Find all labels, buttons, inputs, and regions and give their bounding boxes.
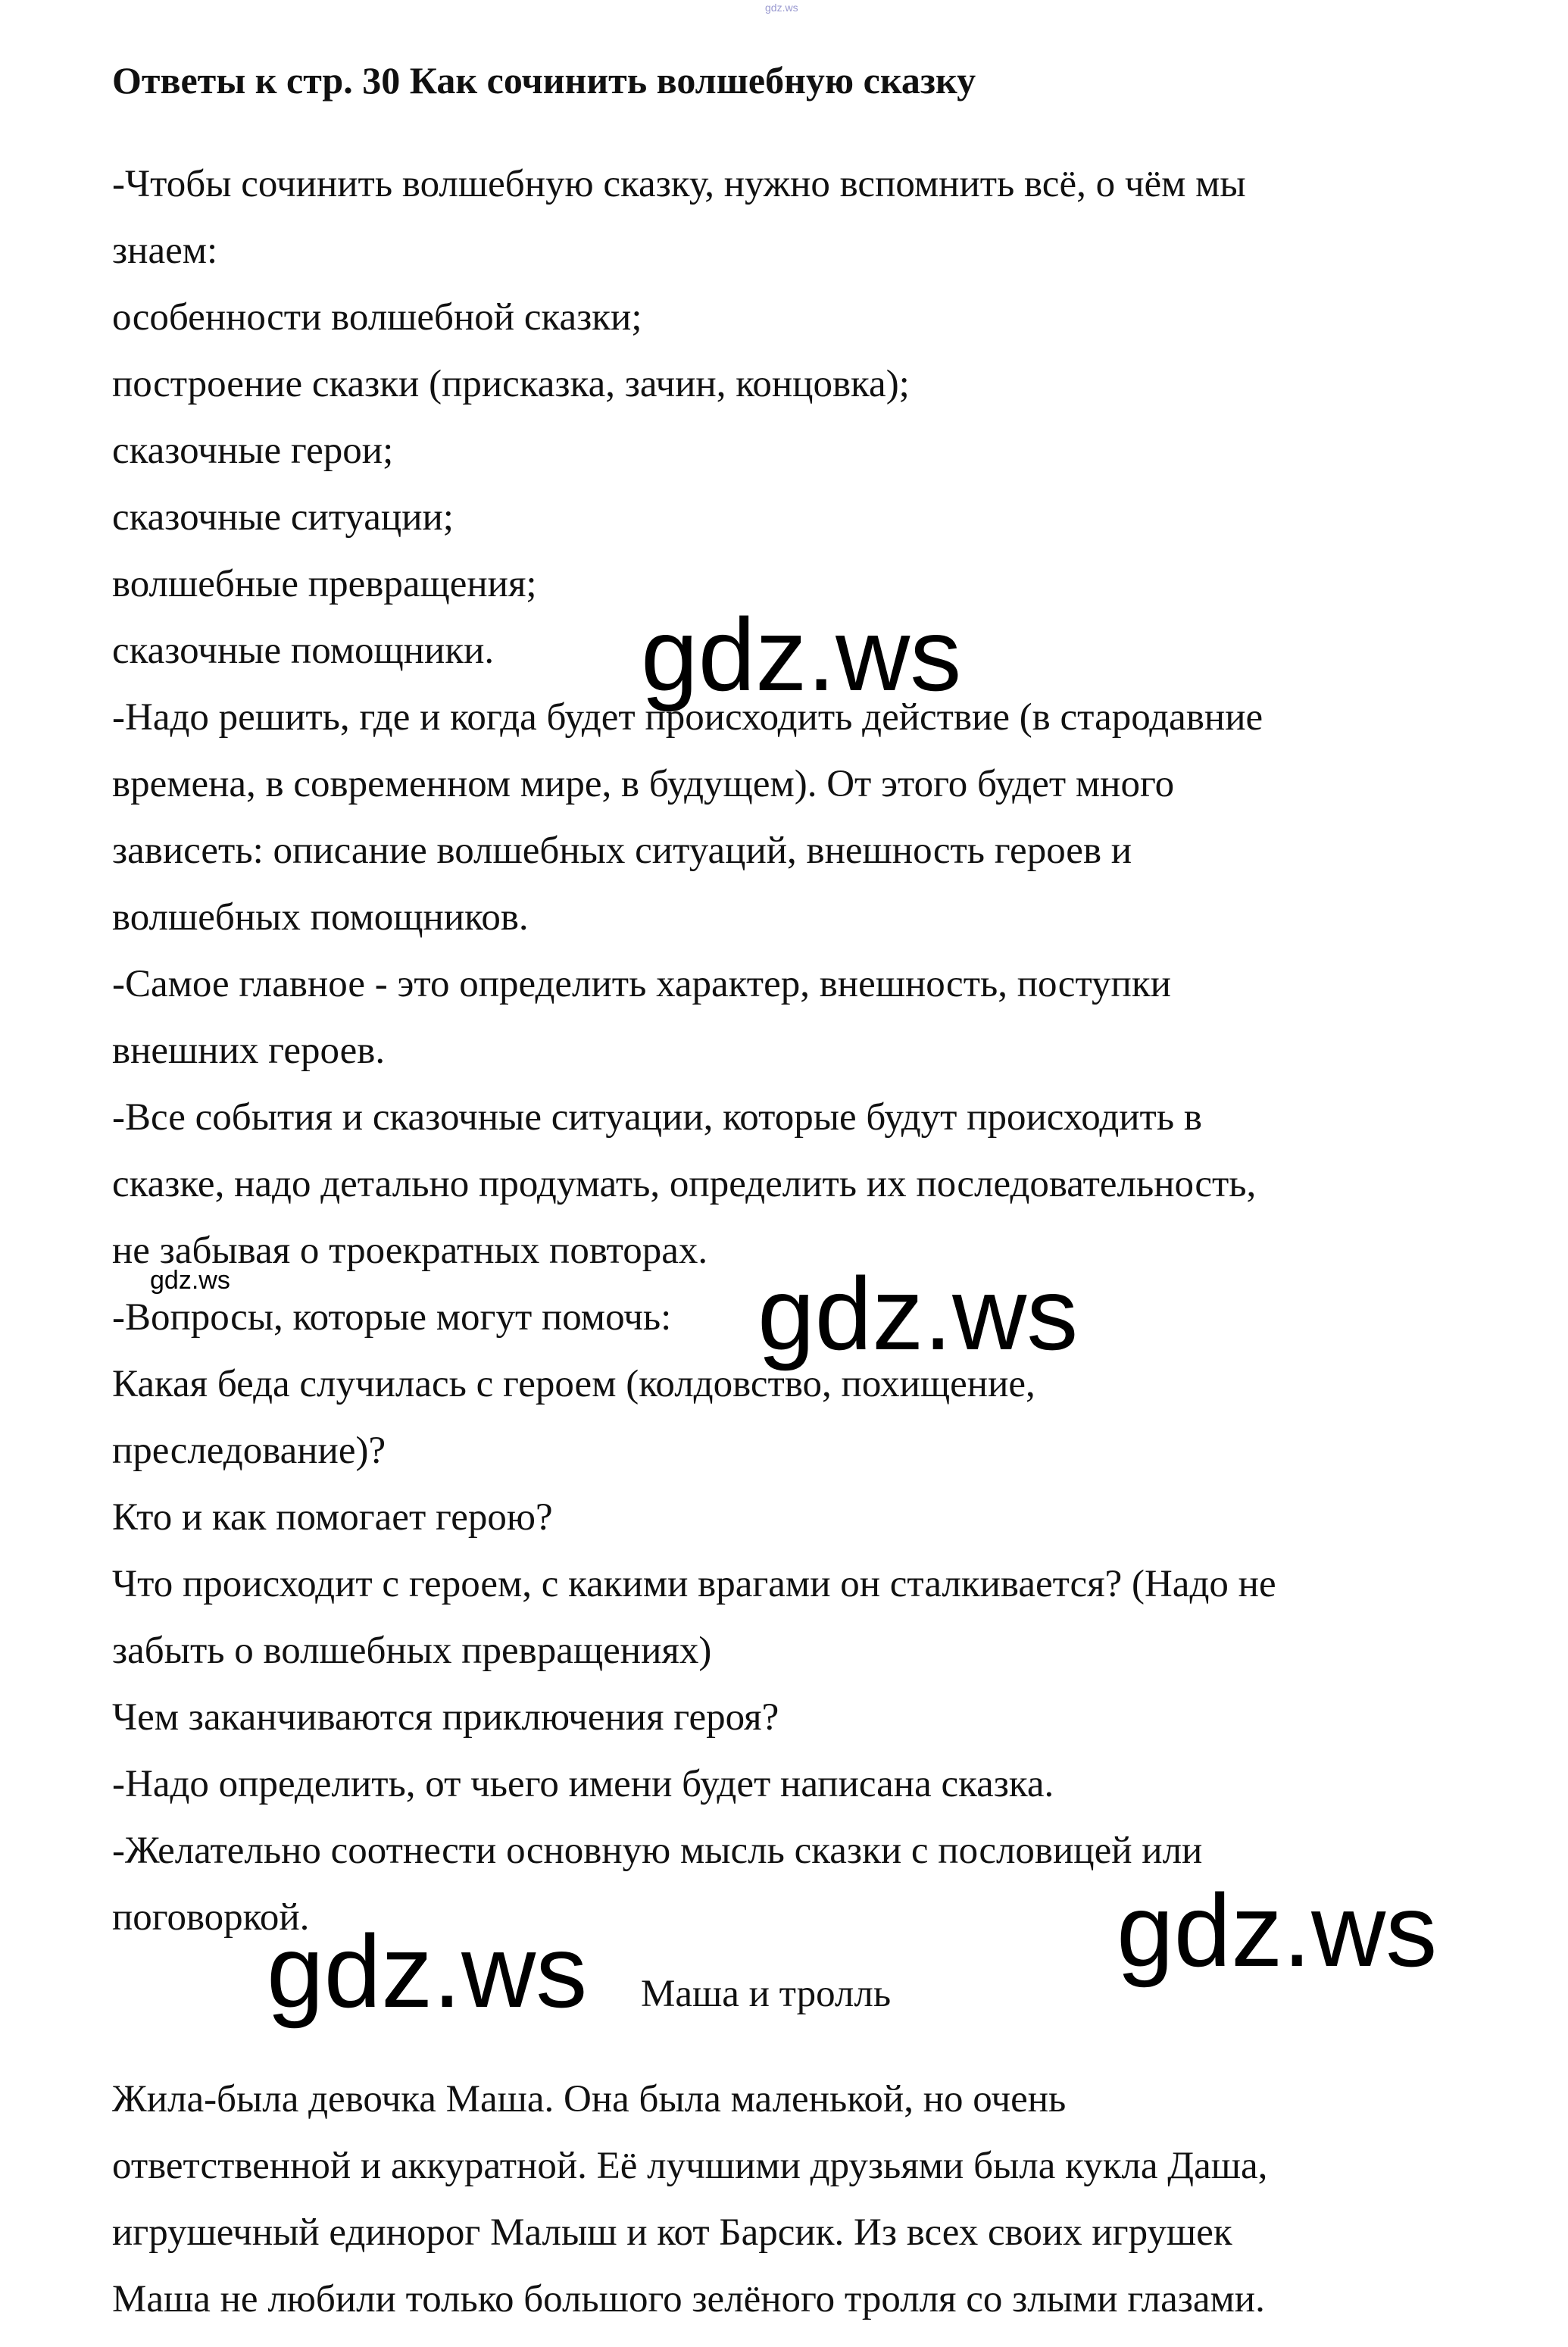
story-line: Жила-была девочка Маша. Она была маленькой, но очень — [112, 2078, 1067, 2120]
watermark: gdz.ws — [641, 597, 962, 712]
text-line: преследование)? — [112, 1430, 386, 1472]
watermark-small: gdz.ws — [150, 1266, 230, 1295]
text-line: Кто и как помогает герою? — [112, 1496, 553, 1539]
story-line: Маша не любили только большого зелёного тролля со злыми глазами. — [112, 2278, 1265, 2320]
text-line: времена, в современном мире, в будущем). От этого будет много — [112, 763, 1175, 805]
text-line: знаем: — [112, 230, 218, 272]
watermark-tiny: gdz.ws — [765, 2, 798, 14]
text-line: -Вопросы, которые могут помочь: — [112, 1296, 672, 1339]
text-line: Что происходит с героем, с какими врагами он сталкивается? (Надо не — [112, 1563, 1276, 1605]
text-line: зависеть: описание волшебных ситуаций, внешность героев и — [112, 830, 1132, 872]
text-line: Какая беда случилась с героем (колдовство, похищение, — [112, 1363, 1035, 1405]
text-line: внешних героев. — [112, 1030, 386, 1072]
text-line: поговоркой. — [112, 1896, 310, 1939]
text-line: особенности волшебной сказки; — [112, 296, 642, 339]
text-line: волшебные превращения; — [112, 563, 537, 605]
text-line: -Самое главное - это определить характер, внешность, поступки — [112, 963, 1171, 1005]
text-line: -Надо решить, где и когда будет происходить действие (в стародавние — [112, 696, 1263, 739]
watermark: gdz.ws — [1117, 1873, 1438, 1988]
text-line: сказочные ситуации; — [112, 496, 454, 539]
text-line: волшебных помощников. — [112, 896, 529, 939]
text-line: построение сказки (присказка, зачин, концовка); — [112, 363, 910, 405]
text-line: не забывая о троекратных повторах. — [112, 1230, 708, 1272]
watermark: gdz.ws — [267, 1914, 588, 2029]
story-line: игрушечный единорог Малыш и кот Барсик. Из всех своих игрушек — [112, 2211, 1232, 2254]
page-title: Ответы к стр. 30 Как сочинить волшебную сказку — [112, 59, 976, 102]
text-line: -Надо определить, от чьего имени будет написана сказка. — [112, 1763, 1054, 1805]
text-line: -Чтобы сочинить волшебную сказку, нужно вспомнить всё, о чём мы — [112, 163, 1246, 205]
text-line: сказке, надо детально продумать, определить их последовательность, — [112, 1163, 1257, 1205]
text-line: сказочные помощники. — [112, 630, 495, 672]
text-line: -Желательно соотнести основную мысль сказки с пословицей или — [112, 1830, 1203, 1872]
text-line: сказочные герои; — [112, 430, 394, 472]
story-line: ответственной и аккуратной. Её лучшими друзьями была кукла Даша, — [112, 2145, 1268, 2187]
text-line: -Все события и сказочные ситуации, которые будут происходить в — [112, 1096, 1202, 1139]
text-line: Чем заканчиваются приключения героя? — [112, 1696, 779, 1739]
watermark: gdz.ws — [757, 1256, 1079, 1371]
text-line: забыть о волшебных превращениях) — [112, 1630, 712, 1672]
story-title: Маша и тролль — [641, 1973, 892, 2015]
